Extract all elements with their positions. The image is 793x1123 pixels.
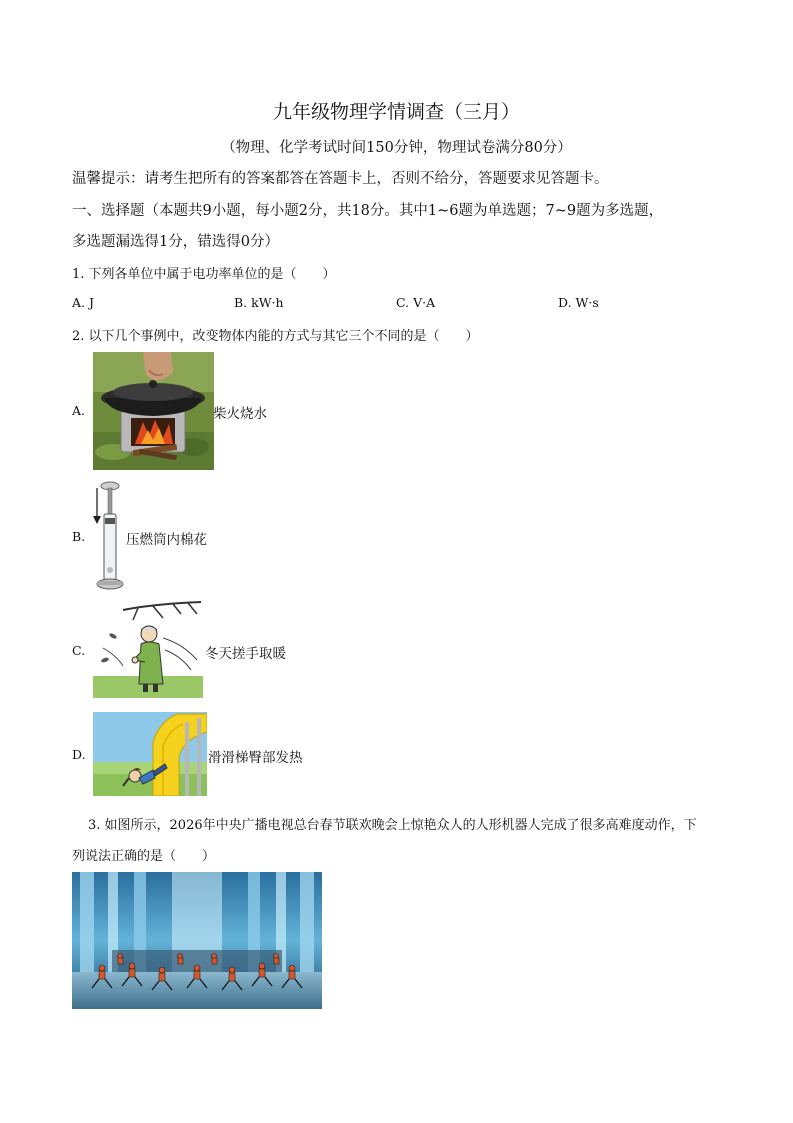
q2-option-a-letter[interactable]: A. (72, 403, 86, 418)
firewood-stove-image (93, 352, 214, 470)
q2-option-a-caption: 柴火烧水 (213, 406, 267, 422)
question-3-stem-line2: 列说法正确的是（ ） (72, 849, 216, 864)
q2-option-d-letter[interactable]: D. (72, 747, 86, 762)
exam-subtitle: （物理、化学考试时间150分钟，物理试卷满分80分） (221, 140, 572, 156)
q2-option-b-caption: 压燃筒内棉花 (126, 532, 207, 548)
q1-option-c[interactable]: C. V·A (396, 295, 436, 310)
section-heading-line2: 多选题漏选得1分，错选得0分） (72, 234, 279, 250)
q2-option-c-caption: 冬天搓手取暖 (205, 646, 286, 662)
section-heading-line1: 一、选择题（本题共9小题，每小题2分，共18分。其中1~6题为单选题；7~9题为多选题， (72, 203, 664, 219)
q2-option-b-letter[interactable]: B. (72, 529, 86, 544)
compression-tube-image (90, 478, 124, 593)
question-3-stem-line1: 3. 如图所示，2026年中央广播电视总台春节联欢晚会上惊艳众人的人形机器人完成了很多高难度动作，下 (88, 818, 697, 833)
robot-performance-photo (72, 872, 322, 1009)
q2-option-c-letter[interactable]: C. (72, 643, 86, 658)
slide-image (93, 712, 207, 796)
q1-option-d[interactable]: D. W·s (558, 295, 599, 310)
q1-option-b[interactable]: B. kW·h (234, 295, 284, 310)
question-2-stem: 2. 以下几个事例中，改变物体内能的方式与其它三个不同的是（ ） (72, 329, 479, 344)
q2-option-d-caption: 滑滑梯臀部发热 (208, 750, 303, 766)
page-title: 九年级物理学情调查（三月） (272, 101, 520, 123)
question-1-stem: 1. 下列各单位中属于电功率单位的是（ ） (72, 267, 336, 282)
q1-option-a[interactable]: A. J (72, 295, 94, 310)
rubbing-hands-image (93, 600, 203, 698)
notice-text: 温馨提示：请考生把所有的答案都答在答题卡上，否则不给分，答题要求见答题卡。 (72, 171, 609, 187)
